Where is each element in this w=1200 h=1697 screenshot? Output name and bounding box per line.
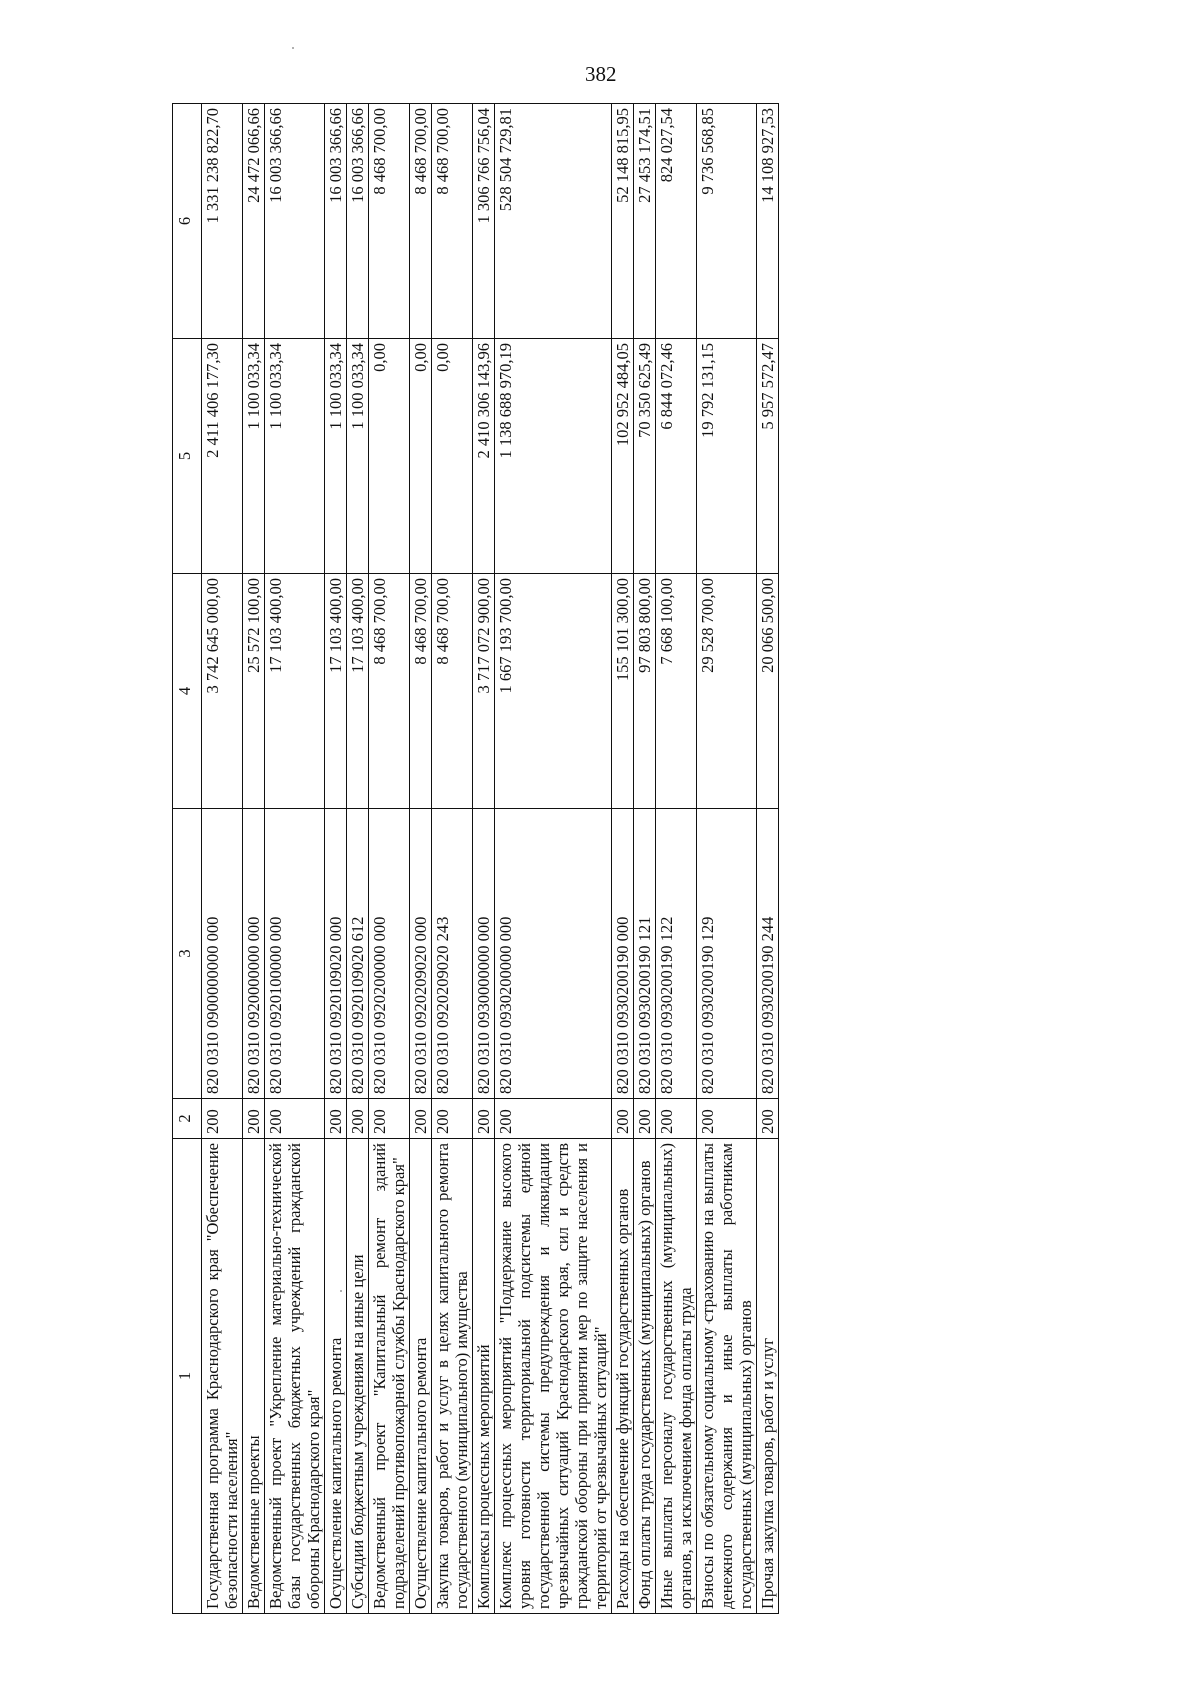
row-value-col5-cell: 0,00: [410, 339, 432, 574]
row-code-cell: 820 0310 0920100000 000: [265, 809, 325, 1099]
row-col2-cell: 200: [473, 1099, 495, 1139]
table-row: [347, 104, 369, 1614]
header-col-6: 6: [173, 104, 202, 339]
row-col2-cell: 200: [432, 1099, 473, 1139]
row-value-col6-cell: 528 504 729,81: [495, 104, 612, 339]
row-value-col5-cell: 1 138 688 970,19: [495, 339, 612, 574]
row-value-col5-cell: 2 411 406 177,30: [202, 339, 243, 574]
table-row: [325, 104, 347, 1614]
row-value-col6-cell: 27 453 174,51: [634, 104, 656, 339]
row-name-cell: Ведомственный проект "Укрепление материально-технической базы государственных бюджетных учреждений гражданской обороны Краснодарского края": [265, 1139, 325, 1614]
row-name-cell: Комплексы процессных мероприятий: [473, 1139, 495, 1614]
row-value-col4-cell: 8 468 700,00: [369, 574, 410, 809]
row-name-cell: Комплекс процессных мероприятий "Поддержание высокого уровня готовности территориальной подсистемы единой государственной системы предупреждения и ликвидации чрезвычайных ситуаций Краснодарского края, сил и средств гражданской обороны при принятии мер по защите населения и территорий от чрезвычайных ситуаций": [495, 1139, 612, 1614]
row-value-col6-cell: 24 472 066,66: [243, 104, 265, 339]
row-name-cell: Закупка товаров, работ и услуг в целях капитального ремонта государственного (муниципального) имущества: [432, 1139, 473, 1614]
row-value-col6-cell: 1 331 238 822,70: [202, 104, 243, 339]
row-col2-cell: 200: [347, 1099, 369, 1139]
row-name-cell: Ведомственные проекты: [243, 1139, 265, 1614]
row-value-col4-cell: 8 468 700,00: [410, 574, 432, 809]
row-value-col6-cell: 16 003 366,66: [347, 104, 369, 339]
row-value-col6-cell: 9 736 568,85: [697, 104, 757, 339]
table-row: [369, 104, 410, 1614]
row-code-cell: 820 0310 0930200000 000: [495, 809, 612, 1099]
row-value-col4-cell: 3 717 072 900,00: [473, 574, 495, 809]
row-col2-cell: 200: [325, 1099, 347, 1139]
row-value-col4-cell: 155 101 300,00: [612, 574, 634, 809]
row-col2-cell: 200: [757, 1099, 779, 1139]
row-value-col4-cell: 29 528 700,00: [697, 574, 757, 809]
row-code-cell: 820 0310 0920209020 243: [432, 809, 473, 1099]
table-row: [656, 104, 697, 1614]
row-name-cell: Прочая закупка товаров, работ и услуг: [757, 1139, 779, 1614]
header-col-2: 2: [173, 1099, 202, 1139]
row-value-col6-cell: 52 148 815,95: [612, 104, 634, 339]
row-value-col6-cell: 16 003 366,66: [265, 104, 325, 339]
row-col2-cell: 200: [202, 1099, 243, 1139]
row-code-cell: 820 0310 0930200190 129: [697, 809, 757, 1099]
row-value-col4-cell: 17 103 400,00: [325, 574, 347, 809]
row-code-cell: 820 0310 0930200190 244: [757, 809, 779, 1099]
row-name-cell: Осуществление капитального ремонта: [410, 1139, 432, 1614]
row-value-col6-cell: 14 108 927,53: [757, 104, 779, 339]
row-code-cell: 820 0310 0920000000 000: [243, 809, 265, 1099]
row-col2-cell: 200: [265, 1099, 325, 1139]
row-code-cell: 820 0310 0920200000 000: [369, 809, 410, 1099]
row-col2-cell: 200: [612, 1099, 634, 1139]
row-value-col4-cell: 17 103 400,00: [347, 574, 369, 809]
row-code-cell: 820 0310 0930200190 122: [656, 809, 697, 1099]
row-value-col5-cell: 1 100 033,34: [347, 339, 369, 574]
row-name-cell: Иные выплаты персоналу государственных (муниципальных) органов, за исключением фонда оплаты труда: [656, 1139, 697, 1614]
row-name-cell: Субсидии бюджетным учреждениям на иные цели: [347, 1139, 369, 1614]
table-body: [202, 104, 779, 1614]
row-value-col5-cell: 2 410 306 143,96: [473, 339, 495, 574]
row-value-col4-cell: 3 742 645 000,00: [202, 574, 243, 809]
row-value-col5-cell: 70 350 625,49: [634, 339, 656, 574]
table-row: [473, 104, 495, 1614]
row-value-col6-cell: 8 468 700,00: [410, 104, 432, 339]
table-row: [243, 104, 265, 1614]
table-row: [697, 104, 757, 1614]
header-col-4: 4: [173, 574, 202, 809]
row-code-cell: 820 0310 0930000000 000: [473, 809, 495, 1099]
row-name-cell: Фонд оплаты труда государственных (муниципальных) органов: [634, 1139, 656, 1614]
table-row: [432, 104, 473, 1614]
row-value-col5-cell: 1 100 033,34: [243, 339, 265, 574]
row-value-col5-cell: 6 844 072,46: [656, 339, 697, 574]
row-value-col5-cell: 102 952 484,05: [612, 339, 634, 574]
header-col-1: 1: [173, 1139, 202, 1614]
row-code-cell: 820 0310 0930200190 121: [634, 809, 656, 1099]
budget-table: [172, 103, 779, 1614]
header-col-5: 5: [173, 339, 202, 574]
row-code-cell: 820 0310 0920209020 000: [410, 809, 432, 1099]
row-col2-cell: 200: [656, 1099, 697, 1139]
row-col2-cell: 200: [697, 1099, 757, 1139]
row-value-col6-cell: 824 027,54: [656, 104, 697, 339]
row-value-col4-cell: 97 803 800,00: [634, 574, 656, 809]
row-value-col6-cell: 16 003 366,66: [325, 104, 347, 339]
header-col-3: 3: [173, 809, 202, 1099]
row-name-cell: Ведомственный проект "Капитальный ремонт зданий подразделений противопожарной службы Краснодарского края": [369, 1139, 410, 1614]
row-code-cell: 820 0310 0900000000 000: [202, 809, 243, 1099]
row-value-col5-cell: 1 100 033,34: [325, 339, 347, 574]
table-row: [410, 104, 432, 1614]
row-name-cell: Взносы по обязательному социальному страхованию на выплаты денежного содержания и иные выплаты работникам государственных (муниципальных) органов: [697, 1139, 757, 1614]
row-value-col6-cell: 8 468 700,00: [369, 104, 410, 339]
page-number: 382: [585, 62, 617, 86]
row-value-col5-cell: 5 957 572,47: [757, 339, 779, 574]
table-row: [757, 104, 779, 1614]
table-row: [634, 104, 656, 1614]
row-value-col5-cell: 19 792 131,15: [697, 339, 757, 574]
row-value-col4-cell: 7 668 100,00: [656, 574, 697, 809]
scan-speck: [292, 47, 294, 49]
row-value-col4-cell: 20 066 500,00: [757, 574, 779, 809]
table-row: [495, 104, 612, 1614]
row-code-cell: 820 0310 0930200190 000: [612, 809, 634, 1099]
row-name-cell: Государственная программа Краснодарского края "Обеспечение безопасности населения": [202, 1139, 243, 1614]
row-value-col5-cell: 0,00: [432, 339, 473, 574]
table-row: [612, 104, 634, 1614]
table-row: [265, 104, 325, 1614]
row-value-col4-cell: 1 667 193 700,00: [495, 574, 612, 809]
row-col2-cell: 200: [369, 1099, 410, 1139]
row-name-cell: Расходы на обеспечение функций государственных органов: [612, 1139, 634, 1614]
row-value-col5-cell: 1 100 033,34: [265, 339, 325, 574]
row-value-col6-cell: 1 306 766 756,04: [473, 104, 495, 339]
row-code-cell: 820 0310 0920109020 612: [347, 809, 369, 1099]
row-value-col6-cell: 8 468 700,00: [432, 104, 473, 339]
row-name-cell: Осуществление капитального ремонта: [325, 1139, 347, 1614]
row-col2-cell: 200: [243, 1099, 265, 1139]
row-col2-cell: 200: [495, 1099, 612, 1139]
row-value-col4-cell: 17 103 400,00: [265, 574, 325, 809]
row-value-col4-cell: 25 572 100,00: [243, 574, 265, 809]
row-value-col5-cell: 0,00: [369, 339, 410, 574]
rotated-table-wrapper: [172, 104, 1132, 1614]
row-col2-cell: 200: [410, 1099, 432, 1139]
header-row: [173, 104, 202, 1614]
row-code-cell: 820 0310 0920109020 000: [325, 809, 347, 1099]
row-col2-cell: 200: [634, 1099, 656, 1139]
row-value-col4-cell: 8 468 700,00: [432, 574, 473, 809]
table-row: [202, 104, 243, 1614]
